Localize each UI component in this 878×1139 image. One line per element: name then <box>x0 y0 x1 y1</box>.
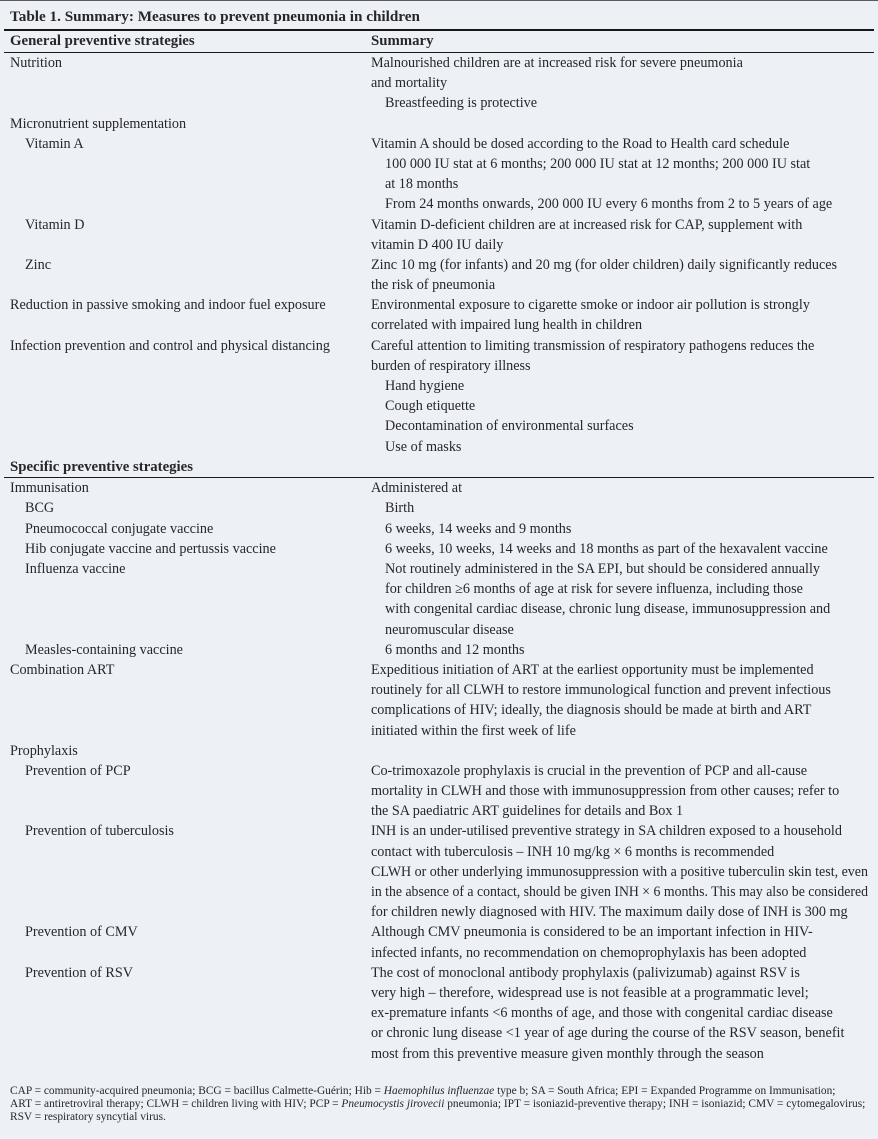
summary-line: Hand hygiene <box>385 378 465 394</box>
strategy-cell <box>10 336 371 356</box>
column-header-strategies: General preventive strategies <box>10 33 195 49</box>
summary-cell <box>371 295 868 335</box>
strategy-label: Prevention of CMV <box>25 924 138 941</box>
strategy-cell <box>10 478 371 498</box>
table-row <box>10 498 868 518</box>
strategy-cell <box>10 255 371 275</box>
footnote-text: ART = antiretroviral therapy; CLWH = children living with HIV; PCP = <box>10 1097 342 1110</box>
footnote-text: CAP = community-acquired pneumonia; BCG = bacillus Calmette-Guérin; Hib = <box>10 1084 384 1097</box>
section-heading: Specific preventive strategies <box>4 457 874 479</box>
summary-line: 6 weeks, 10 weeks, 14 weeks and 18 months as part of the hexavalent vaccine <box>385 540 828 557</box>
summary-line: Expeditious initiation of ART at the earliest opportunity must be implemented <box>371 661 814 678</box>
strategy-label: Immunisation <box>10 480 89 497</box>
summary-cell <box>371 660 868 741</box>
summary-line: Decontamination of environmental surfaces <box>385 418 634 435</box>
strategy-cell <box>10 53 371 73</box>
summary-line: ex-premature infants <6 months of age, and those with congenital cardiac disease <box>371 1005 833 1022</box>
summary-cell <box>371 539 868 559</box>
strategy-label: Zinc <box>25 256 51 273</box>
strategy-cell <box>10 821 371 841</box>
table-row <box>10 761 868 822</box>
summary-cell <box>371 821 868 922</box>
summary-line: 6 weeks, 14 weeks and 9 months <box>385 520 572 537</box>
strategy-label: Prophylaxis <box>10 742 78 759</box>
strategy-label: Hib conjugate vaccine and pertussis vaccine <box>25 540 276 557</box>
summary-line: for children ≥6 months of age at risk for severe influenza, including those <box>385 581 803 598</box>
strategy-cell <box>10 741 371 761</box>
summary-line: burden of respiratory illness <box>371 357 531 374</box>
footnote-line <box>10 1111 868 1124</box>
summary-line: complications of HIV; ideally, the diagnosis should be made at birth and ART <box>371 702 812 719</box>
strategy-label: Reduction in passive smoking and indoor fuel exposure <box>10 297 326 314</box>
summary-cell <box>371 53 868 114</box>
summary-line: INH is an under-utilised preventive strategy in SA children exposed to a household <box>371 823 842 840</box>
column-header-row <box>4 31 874 53</box>
table-row <box>10 255 868 295</box>
summary-cell <box>371 922 868 962</box>
summary-cell <box>371 559 868 640</box>
strategy-label: BCG <box>25 500 55 517</box>
summary-line: Careful attention to limiting transmission of respiratory pathogens reduces the <box>371 337 815 354</box>
summary-line: Vitamin A should be dosed according to the Road to Health card schedule <box>371 135 790 152</box>
strategy-label: Pneumococcal conjugate vaccine <box>25 520 214 537</box>
summary-line: Use of masks <box>385 438 462 455</box>
footnote-text: RSV = respiratory syncytial virus. <box>10 1111 166 1124</box>
table-row <box>10 336 868 457</box>
table-row <box>10 134 868 215</box>
summary-cell <box>371 255 868 295</box>
summary-line: Vitamin D-deficient children are at increased risk for CAP, supplement with <box>371 216 803 233</box>
strategy-cell <box>10 559 371 579</box>
column-header-summary: Summary <box>371 33 434 49</box>
summary-line: 100 000 IU stat at 6 months; 200 000 IU stat at 12 months; 200 000 IU stat <box>385 155 811 172</box>
strategy-label: Measles-containing vaccine <box>25 641 183 658</box>
strategy-label: Prevention of RSV <box>25 964 133 981</box>
strategy-cell <box>10 660 371 680</box>
strategy-cell <box>10 761 371 781</box>
summary-line: very high – therefore, widespread use is not feasible at a programmatic level; <box>371 984 809 1001</box>
footnote-line <box>10 1085 868 1098</box>
table-title <box>10 8 868 26</box>
strategy-cell <box>10 215 371 235</box>
table-row <box>10 53 868 114</box>
summary-line: the SA paediatric ART guidelines for details and Box 1 <box>371 803 684 820</box>
strategy-cell <box>10 519 371 539</box>
table-row <box>10 741 868 761</box>
footnote-text: pneumonia; IPT = isoniazid-preventive therapy; INH = isoniazid; CMV = cytomegalovirus; <box>444 1097 866 1110</box>
strategy-cell <box>10 963 371 983</box>
summary-line: neuromuscular disease <box>385 621 514 638</box>
summary-line: for children newly diagnosed with HIV. The maximum daily dose of INH is 300 mg <box>371 904 848 921</box>
strategy-label: Influenza vaccine <box>25 561 126 577</box>
summary-line: or chronic lung disease <1 year of age during the course of the RSV season, benefit <box>371 1025 845 1042</box>
table-row <box>10 539 868 559</box>
summary-line: From 24 months onwards, 200 000 IU every 6 months from 2 to 5 years of age <box>385 196 833 213</box>
summary-line: Malnourished children are at increased risk for severe pneumonia <box>371 55 743 71</box>
table-row <box>10 922 868 962</box>
table-row <box>10 114 868 134</box>
summary-line: mortality in CLWH and those with immunosuppression from other causes; refer to <box>371 783 840 800</box>
summary-line: Cough etiquette <box>385 398 476 415</box>
table-body <box>10 53 868 1064</box>
summary-line: CLWH or other underlying immunosuppression with a positive tuberculin skin test, even <box>371 863 869 880</box>
table-row <box>10 519 868 539</box>
table-row <box>10 660 868 741</box>
strategy-cell <box>10 922 371 942</box>
summary-cell <box>371 519 868 539</box>
summary-line: initiated within the first week of life <box>371 722 576 739</box>
summary-line: correlated with impaired lung health in children <box>371 317 643 334</box>
summary-cell <box>371 134 868 215</box>
summary-line: Not routinely administered in the SA EPI, but should be considered annually <box>385 561 821 577</box>
table-row <box>10 821 868 922</box>
table-footnote <box>10 1085 868 1125</box>
summary-line: Birth <box>385 500 415 517</box>
footnote-text: type b; SA = South Africa; EPI = Expanded Programme on Immunisation; <box>494 1084 836 1097</box>
summary-line: at 18 months <box>385 176 459 193</box>
strategy-cell <box>10 640 371 660</box>
strategy-cell <box>10 539 371 559</box>
summary-line: the risk of pneumonia <box>371 277 496 294</box>
summary-cell <box>371 478 868 498</box>
summary-line: and mortality <box>371 75 448 92</box>
strategy-label: Infection prevention and control and physical distancing <box>10 337 330 354</box>
summary-line: routinely for all CLWH to restore immunological function and prevent infectious <box>371 682 831 699</box>
table-row <box>10 478 868 498</box>
summary-line: Breastfeeding is protective <box>385 95 538 112</box>
summary-line: 6 months and 12 months <box>385 641 525 658</box>
summary-cell <box>371 640 868 660</box>
table-row <box>10 215 868 255</box>
strategy-cell <box>10 114 371 134</box>
table-row <box>10 295 868 335</box>
strategy-label: Vitamin A <box>25 135 84 152</box>
table-title-block <box>4 1 874 31</box>
summary-line: Administered at <box>371 480 463 497</box>
summary-line: Zinc 10 mg (for infants) and 20 mg (for older children) daily significantly reduces <box>371 256 838 273</box>
table-row <box>10 963 868 1064</box>
strategy-label: Prevention of PCP <box>25 762 131 779</box>
table-row <box>10 559 868 640</box>
summary-line: contact with tuberculosis – INH 10 mg/kg × 6 months is recommended <box>371 843 775 860</box>
strategy-label: Prevention of tuberculosis <box>25 823 174 840</box>
strategy-label: Micronutrient supplementation <box>10 115 187 132</box>
summary-cell <box>371 215 868 255</box>
summary-line: Environmental exposure to cigarette smoke or indoor air pollution is strongly <box>371 297 810 314</box>
table-row <box>10 640 868 660</box>
summary-line: with congenital cardiac disease, chronic lung disease, immunosuppression and <box>385 601 831 618</box>
footnote-line <box>10 1098 868 1111</box>
strategy-cell <box>10 295 371 315</box>
strategy-cell <box>10 134 371 154</box>
summary-line: most from this preventive measure given monthly through the season <box>371 1045 764 1062</box>
summary-cell <box>371 963 868 1064</box>
summary-line: vitamin D 400 IU daily <box>371 236 504 253</box>
summary-line: infected infants, no recommendation on chemoprophylaxis has been adopted <box>371 944 807 961</box>
summary-cell <box>371 498 868 518</box>
table-title-text: Table 1. Summary: Measures to prevent pneumonia in children <box>10 8 420 25</box>
summary-cell <box>371 336 868 457</box>
summary-cell <box>371 761 868 822</box>
footnote-italic-term: Pneumocystis jirovecii <box>341 1097 445 1110</box>
strategy-label: Combination ART <box>10 661 115 678</box>
summary-line: The cost of monoclonal antibody prophylaxis (palivizumab) against RSV is <box>371 964 800 981</box>
footnote-italic-term: Haemophilus influenzae <box>383 1084 495 1097</box>
summary-line: Co-trimoxazole prophylaxis is crucial in the prevention of PCP and all-cause <box>371 762 808 779</box>
strategy-label: Vitamin D <box>25 216 85 233</box>
strategy-label: Nutrition <box>10 55 63 71</box>
summary-line: in the absence of a contact, should be given INH × 6 months. This may also be considered <box>371 884 868 900</box>
strategy-cell <box>10 498 371 518</box>
summary-line: Although CMV pneumonia is considered to be an important infection in HIV- <box>371 924 813 941</box>
